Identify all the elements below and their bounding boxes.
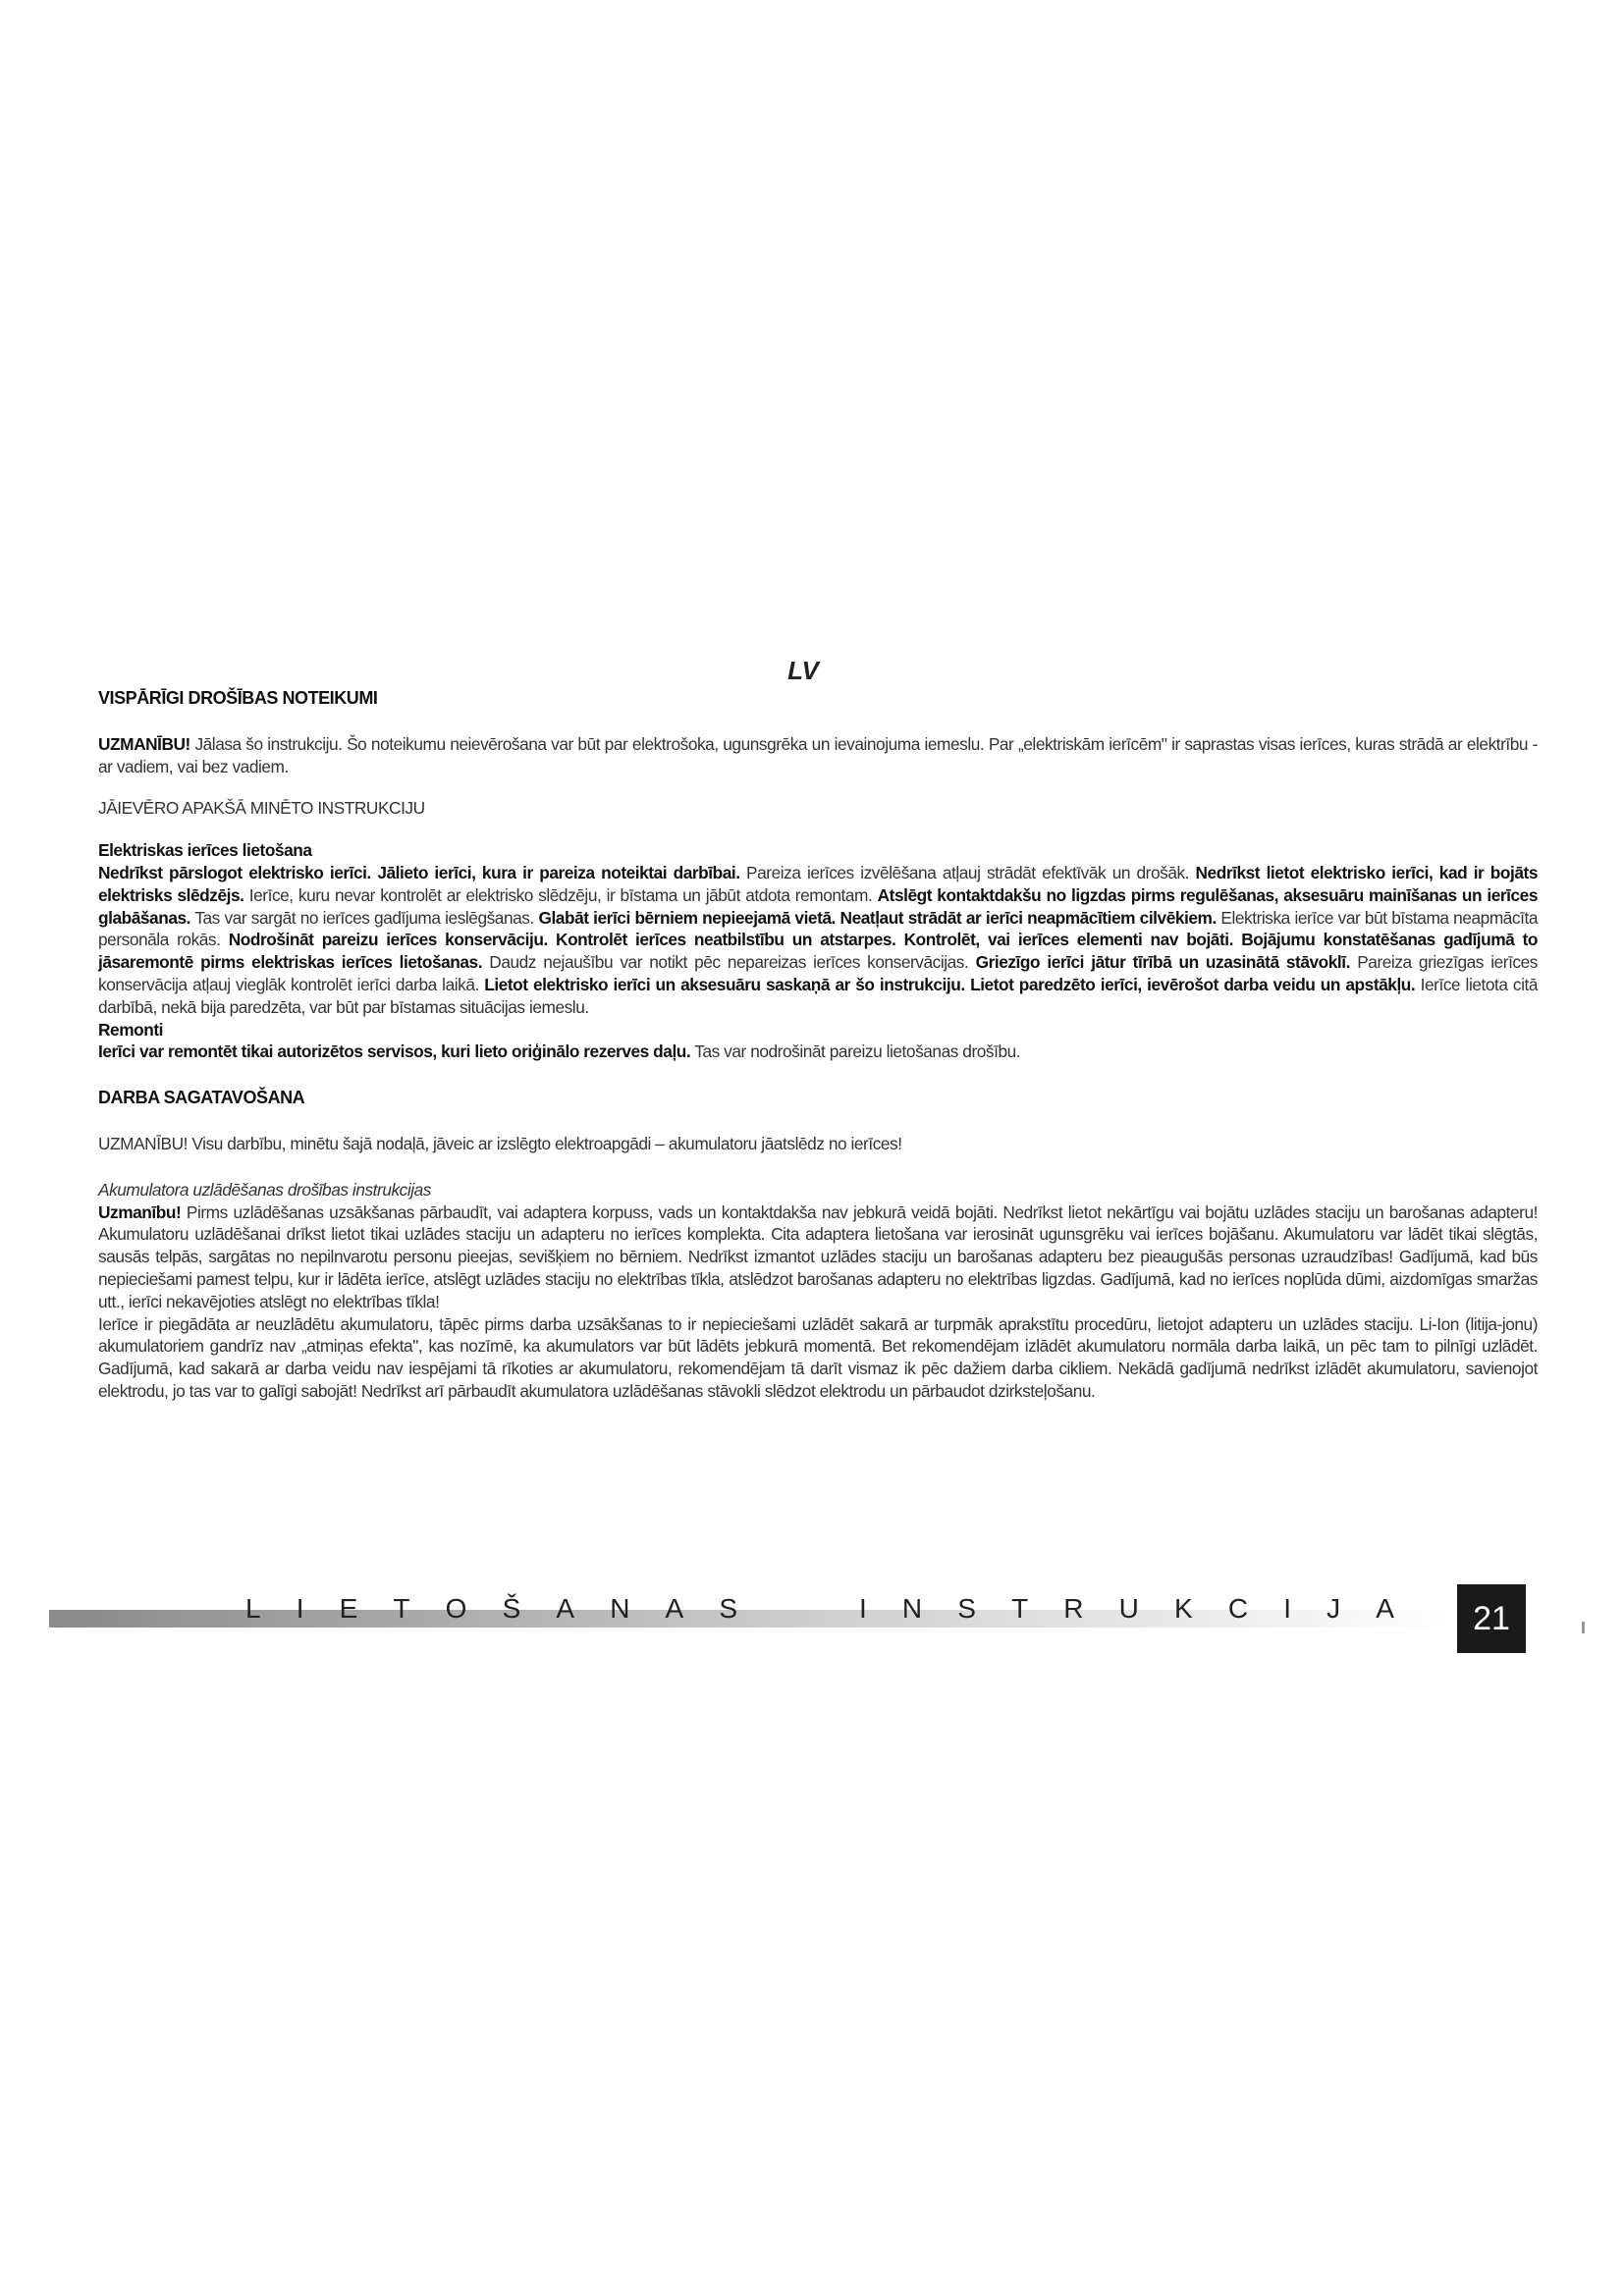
notice-line: JĀIEVĒRO APAKŠĀ MINĒTO INSTRUKCIJU (98, 798, 425, 819)
language-code: LV (787, 656, 819, 685)
footer-title-letter: Š (502, 1593, 521, 1624)
footer-title-letter: R (1063, 1593, 1084, 1624)
footer-title-letter: A (556, 1593, 575, 1624)
footer-title-letter: C (1227, 1593, 1249, 1624)
sub-heading-usage: Elektriskas ierīces lietošana (98, 840, 312, 861)
footer-title-letter: I (1283, 1593, 1291, 1624)
footer-title-letter: O (445, 1593, 467, 1624)
charging-paragraph (98, 1201, 1538, 1313)
rule-bold: Nedrīkst pārslogot elektrisko ierīci. Jālieto ierīci, kura ir pareiza noteiktai darbībai. (98, 862, 740, 882)
footer-title-letter: E (339, 1593, 358, 1624)
rule-bold: Lietot elektrisko ierīci un aksesuāru saskaņā ar šo instrukciju. Lietot paredzēto ierīci, ievērošot darba veidu un apstākļu. (484, 974, 1416, 994)
battery-paragraph: Ierīce ir piegādāta ar neuzlādētu akumulatoru, tāpēc pirms darba uzsākšanas to ir nepieciešami uzlādēt sakarā ar turpmāk aprakstītu procedūru, lietojot adapteru un uzlādes staciju. Li-Ion (litija-jonu) akumulatoriem gandrīz nav „atmiņas efekta", kas nozīmē, ka akumulators var būt lādēts jebkurā momentā. Bet rekomendējam izlādēt akumulatoru normāla darba laikā, un pēc tam to pilnīgi uzlādēt. Gadījumā, kad sakarā ar darba veidu nav iespējami tā rīkoties ar akumulatoru, rekomendējam tā darīt vismaz ik pēc dažiem darba cikliem. Nekādā gadījumā nedrīkst izlādēt akumulatoru, savienojot elektrodu, jo tas var to galīgi sabojāt! Nedrīkst arī pārbaudīt akumulatora uzlādēšanas stāvokli slēdzot elektrodu un pārbaudot dzirksteļošanu. (98, 1313, 1538, 1401)
footer-title-letter (773, 1593, 781, 1625)
safety-warning (98, 733, 1538, 778)
footer-title-letter: S (719, 1593, 738, 1624)
rule-bold: Griezīgo ierīci jātur tīrībā un uzasinātā stāvoklī. (975, 952, 1350, 973)
sub-heading-charging: Akumulatora uzlādēšanas drošības instrukcijas (98, 1179, 431, 1200)
footer-title-letter: A (665, 1593, 684, 1624)
preparation-warning: UZMANĪBU! Visu darbību, minētu šajā nodaļā, jāveic ar izslēgto elektroapgādi – akumulatoru jāatslēdz no ierīces! (98, 1133, 902, 1153)
charging-text: Pirms uzlādēšanas uzsākšanas pārbaudīt, vai adaptera korpuss, vads un kontaktdakša nav jebkurā veidā bojāti. Nedrīkst lietot nekārtīgu vai bojātu uzlādes staciju un barošanas adapteru! Akumulatoru uzlādēšanai drīkst lietot tikai uzlādes staciju un adapteru no ierīces komplekta. Cita adaptera lietošana var ierosināt ugunsgrēku vai ierīces bojāšanu. Akumulatoru var lādēt tikai slēgtās, sausās telpās, sargātas no nepilnvarotu personu pieejas, sevišķiem no bērniem. Nedrīkst izmantot uzlādes staciju un barošanas adapteru bez pieaugušās personas uzraudzības! Gadījumā, kad būs nepieciešami pamest telpu, kur ir lādēta ierīce, atslēgt uzlādes staciju no elektrības tīkla, atslēdzot barošanas adapteru no elektrības ligzdas. Gadījumā, kad no ierīces noplūda dūmi, aizdomīgas smaržas utt., ierīci nekavējoties atslēgt no elektrības tīkla! (98, 1201, 1538, 1311)
sub-heading-repair: Remonti (98, 1019, 163, 1040)
footer-title-letter: N (901, 1593, 923, 1624)
footer-title-letter: L (245, 1593, 261, 1624)
rule-text: Tas var sargāt no ierīces gadījuma ieslēgšanas. (190, 907, 539, 928)
rule-text: Daudz nejaušību var notikt pēc nepareizas ierīces konservācijas. (482, 952, 976, 973)
footer-title-letter: S (957, 1593, 976, 1624)
repair-paragraph (98, 1041, 1538, 1063)
footer-title-letter: T (1011, 1593, 1029, 1624)
warning-label: UZMANĪBU! (98, 733, 190, 754)
footer-title-letter: N (610, 1593, 630, 1624)
edge-mark (1582, 1622, 1585, 1633)
footer-title-letter: U (1118, 1593, 1139, 1624)
rule-text: Pareiza ierīces izvēlēšana atļauj strādāt efektīvāk un drošāk. (739, 862, 1196, 882)
footer-title-letter (816, 1593, 824, 1625)
rule-text: Pareiza griezīgas ierīces konservācija atļauj vieglāk kontrolēt ierīci darba laikā. (98, 952, 1538, 994)
footer-title (245, 1593, 1394, 1625)
warning-text: Jālasa šo instrukciju. Šo noteikumu neievērošana var būt par elektrošoka, ugunsgrēka un ievainojuma iemeslu. Par „elektriskām ierīcēm" ir saprastas visas ierīces, kuras strādā ar elektrību - ar vadiem, vai bez vadiem. (98, 733, 1538, 776)
repair-bold: Ierīci var remontēt tikai autorizētos servisos, kuri lieto oriģinālo rezerves daļu. (98, 1041, 691, 1062)
section-heading-safety: VISPĀRĪGI DROŠĪBAS NOTEIKUMI (98, 688, 378, 708)
page-content (98, 687, 1538, 1403)
charging-label: Uzmanību! (98, 1201, 182, 1222)
footer-title-letter: J (1326, 1593, 1341, 1624)
page-number: 21 (1457, 1584, 1526, 1653)
footer-title-letter: I (858, 1593, 867, 1624)
footer-title-letter: K (1174, 1593, 1193, 1624)
section-heading-preparation: DARBA SAGATAVOŠANA (98, 1088, 305, 1108)
rule-bold: Atslēgt kontaktdakšu no ligzdas pirms regulēšanas, aksesuāru mainīšanas un ierīces glabāšanas. (98, 884, 1538, 928)
rule-text: Ierīce lietota citā darbībā, nekā bija paredzēta, var būt par bīstamas situācijas iemeslu. (98, 974, 1538, 1017)
footer-title-letter: A (1376, 1593, 1394, 1624)
repair-text: Tas var nodrošināt pareizu lietošanas drošību. (690, 1041, 1021, 1062)
footer-title-letter: I (296, 1593, 304, 1624)
rule-text: Ierīce, kuru nevar kontrolēt ar elektrisko slēdzēju, ir bīstama un jābūt atdota remontam. (244, 884, 878, 905)
rule-bold: Glabāt ierīci bērniem nepieejamā vietā. Neatļaut strādāt ar ierīci neapmācītiem cilvēkiem. (538, 907, 1217, 928)
footer-title-letter: T (393, 1593, 410, 1624)
rule-bold: Nodrošināt pareizu ierīces konservāciju. Kontrolēt ierīces neatbilstību un atstarpes. Kontrolēt, vai ierīces elementi nav bojāti. Bojājumu konstatēšanas gadījumā to jāsaremontē pirms elektriskas ierīces lietošanas. (98, 930, 1538, 973)
rule-text: Elektriska ierīce var būt bīstama neapmācīta personāla rokās. (98, 907, 1538, 950)
rule-bold: Nedrīkst lietot elektrisko ierīci, kad ir bojāts elektrisks slēdzējs. (98, 862, 1539, 905)
usage-paragraph (98, 862, 1538, 1019)
